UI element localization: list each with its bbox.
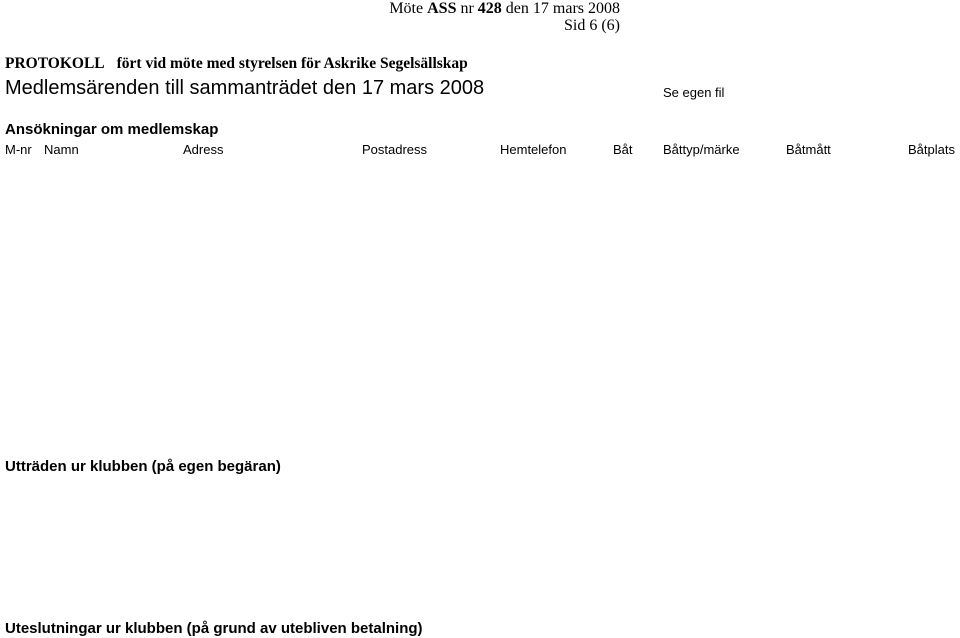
meeting-date: den 17 mars 2008 [505, 0, 620, 17]
column-header-namn: Namn [44, 142, 79, 157]
column-header-adress: Adress [183, 142, 224, 157]
column-header-batmatt: Båtmått [786, 142, 831, 157]
protocol-title [5, 55, 468, 73]
see-file-note: Se egen fil [663, 85, 725, 100]
meeting-prefix: Möte [389, 0, 424, 17]
meeting-number: 428 [477, 0, 502, 17]
column-header-bat: Båt [613, 142, 633, 157]
meeting-nr-label: nr [460, 0, 474, 17]
column-header-battyp: Båttyp/märke [663, 142, 740, 157]
page-number: Sid 6 (6) [564, 17, 620, 34]
column-header-batplats: Båtplats [908, 142, 955, 157]
applications-heading: Ansökningar om medlemskap [5, 121, 219, 138]
meeting-reference [389, 0, 620, 18]
column-header-mnr: M-nr [5, 142, 32, 157]
column-header-hemtelefon: Hemtelefon [500, 142, 567, 157]
exits-heading: Utträden ur klubben (på egen begäran) [5, 458, 281, 475]
column-header-postadress: Postadress [362, 142, 428, 157]
meeting-org: ASS [427, 0, 457, 17]
protocol-label: PROTOKOLL [5, 55, 105, 72]
members-title: Medlemsärenden till sammanträdet den 17 mars 2008 [5, 77, 485, 99]
protocol-subtitle: fört vid möte med styrelsen för Askrike Segelsällskap [116, 55, 468, 72]
expulsions-heading: Uteslutningar ur klubben (på grund av utebliven betalning) [5, 620, 423, 637]
